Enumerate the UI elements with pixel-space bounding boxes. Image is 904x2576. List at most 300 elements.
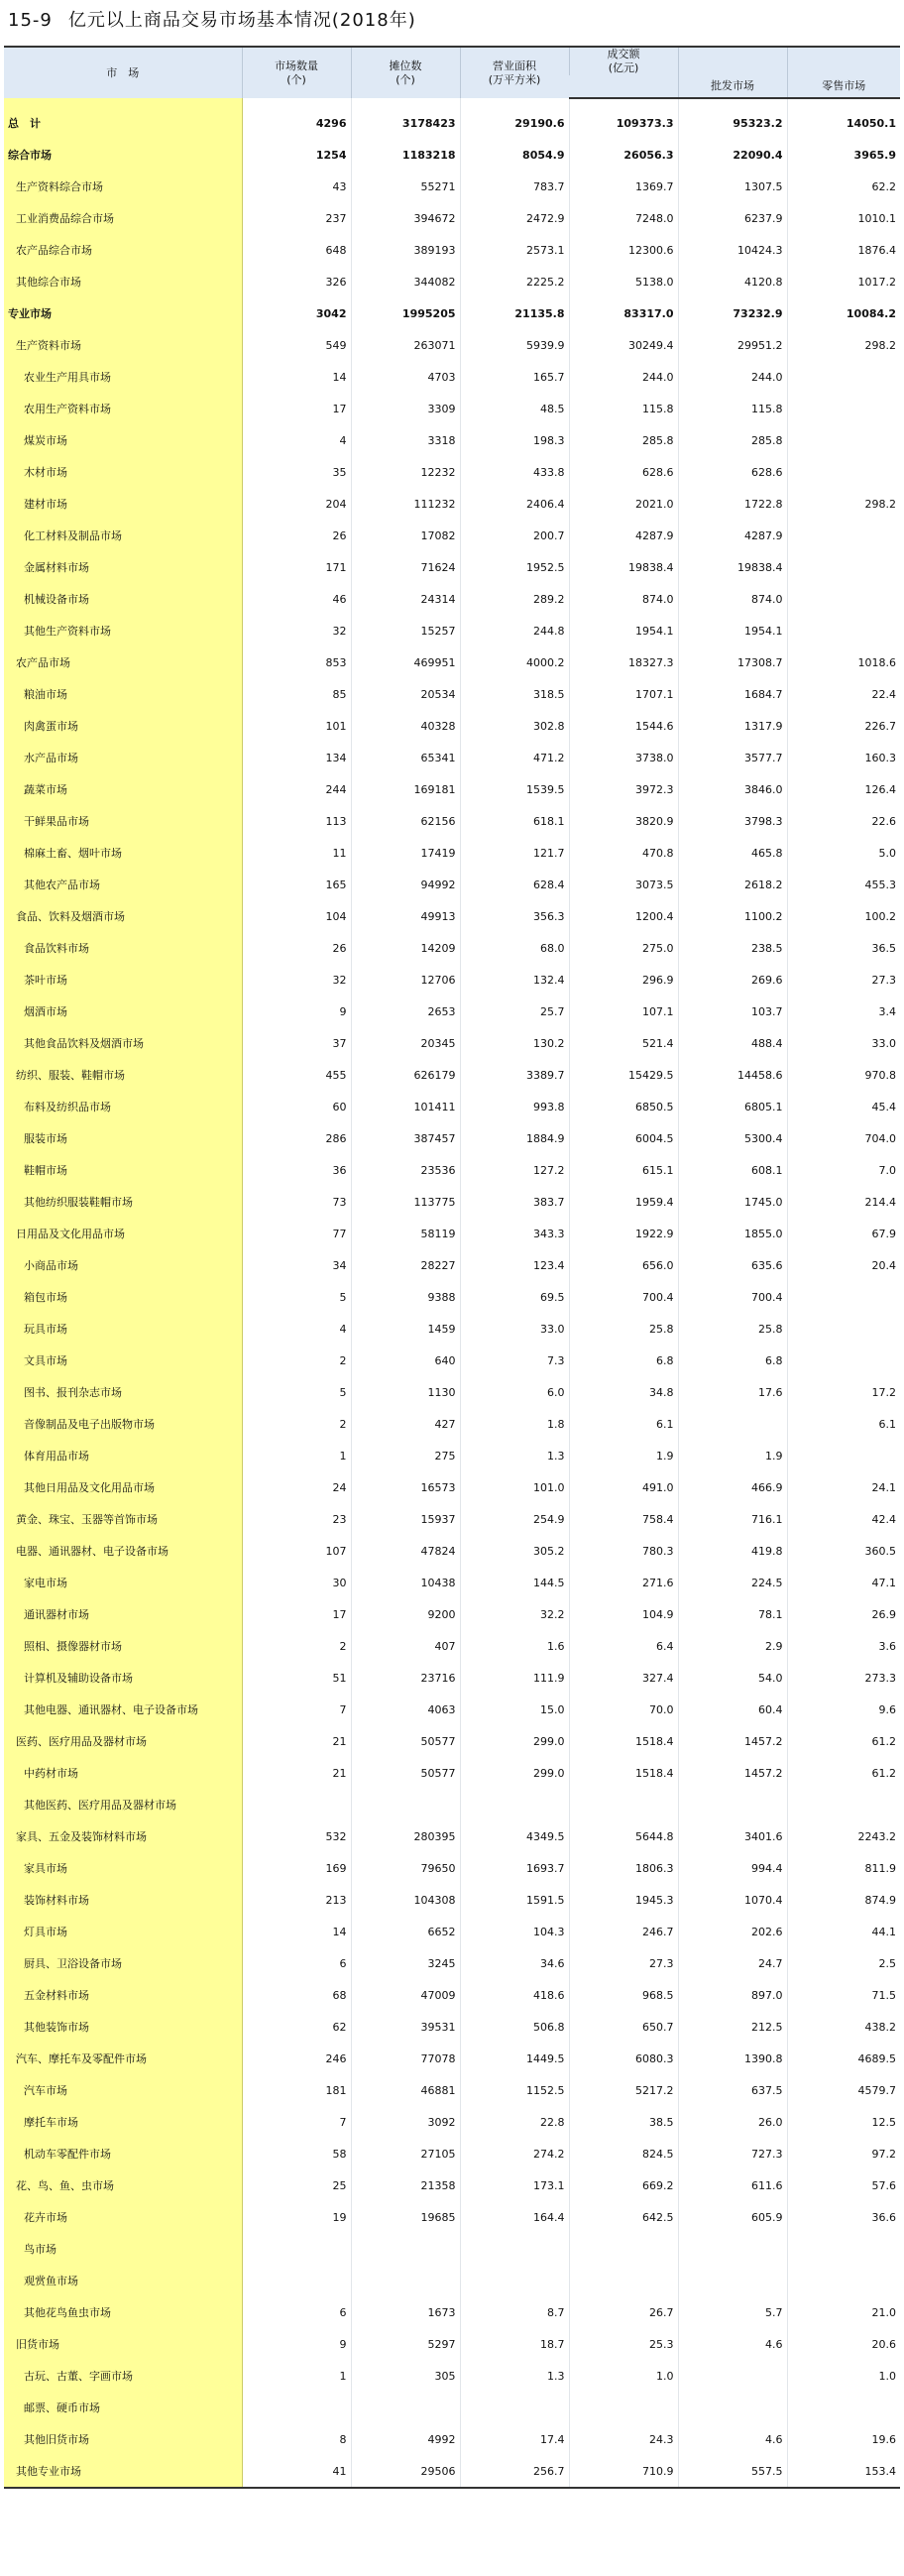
market-name-cell: 煤炭市场 [4,424,242,456]
retail-cell: 26.9 [787,1598,900,1630]
stalls-cell: 50577 [351,1757,460,1789]
table-row [4,1408,900,1440]
retail-cell [787,520,900,551]
stalls-cell: 19685 [351,2201,460,2233]
table-row [4,2392,900,2423]
market-name-cell: 花卉市场 [4,2201,242,2233]
count-cell: 7 [242,2106,351,2138]
area-cell: 29190.6 [460,107,569,139]
turnover-cell: 1518.4 [569,1725,678,1757]
spacer-row [4,98,900,107]
turnover-cell: 83317.0 [569,297,678,329]
table-row [4,805,900,837]
count-cell: 6 [242,2296,351,2328]
market-name-cell: 化工材料及制品市场 [4,520,242,551]
count-cell: 32 [242,964,351,995]
retail-cell: 67.9 [787,1218,900,1249]
count-cell: 73 [242,1186,351,1218]
turnover-cell: 5138.0 [569,266,678,297]
retail-cell: 214.4 [787,1186,900,1218]
retail-cell: 1017.2 [787,266,900,297]
count-cell: 19 [242,2201,351,2233]
wholesale-cell: 1390.8 [678,2043,787,2074]
stalls-cell: 263071 [351,329,460,361]
market-statistics-table [4,46,900,2489]
retail-cell: 298.2 [787,488,900,520]
area-cell: 1.3 [460,1440,569,1471]
count-cell: 134 [242,742,351,773]
area-cell: 164.4 [460,2201,569,2233]
wholesale-cell: 700.4 [678,1281,787,1313]
turnover-cell: 244.0 [569,361,678,393]
turnover-cell: 656.0 [569,1249,678,1281]
turnover-cell: 5644.8 [569,1820,678,1852]
area-cell: 1591.5 [460,1884,569,1916]
retail-cell [787,2233,900,2265]
turnover-cell: 824.5 [569,2138,678,2169]
market-name-cell: 医药、医疗用品及器材市场 [4,1725,242,1757]
market-name-cell: 装饰材料市场 [4,1884,242,1916]
wholesale-cell: 466.9 [678,1471,787,1503]
turnover-cell: 1.0 [569,2360,678,2392]
stalls-cell: 387457 [351,1122,460,1154]
area-cell: 256.7 [460,2455,569,2488]
turnover-cell: 7248.0 [569,202,678,234]
area-cell: 299.0 [460,1757,569,1789]
retail-cell [787,1440,900,1471]
stalls-cell: 58119 [351,1218,460,1249]
count-cell: 30 [242,1567,351,1598]
turnover-cell: 6004.5 [569,1122,678,1154]
retail-cell [787,2265,900,2296]
count-cell: 2 [242,1345,351,1376]
count-cell: 532 [242,1820,351,1852]
stalls-cell: 79650 [351,1852,460,1884]
area-cell: 1152.5 [460,2074,569,2106]
count-cell: 1254 [242,139,351,171]
count-cell: 62 [242,2011,351,2043]
retail-cell: 2.5 [787,1947,900,1979]
count-cell: 853 [242,646,351,678]
market-name-cell: 图书、报刊杂志市场 [4,1376,242,1408]
count-cell: 5 [242,1376,351,1408]
retail-cell: 273.3 [787,1662,900,1694]
table-row [4,1154,900,1186]
market-name-cell: 体育用品市场 [4,1440,242,1471]
area-cell: 101.0 [460,1471,569,1503]
wholesale-cell: 115.8 [678,393,787,424]
wholesale-cell [678,1789,787,1820]
area-cell: 289.2 [460,583,569,615]
market-name-cell: 照相、摄像器材市场 [4,1630,242,1662]
table-body [4,98,900,2488]
market-name-cell: 灯具市场 [4,1916,242,1947]
count-cell: 204 [242,488,351,520]
wholesale-cell: 6.8 [678,1345,787,1376]
stalls-cell: 24314 [351,583,460,615]
market-name-cell: 音像制品及电子出版物市场 [4,1408,242,1440]
count-cell: 85 [242,678,351,710]
turnover-cell: 19838.4 [569,551,678,583]
count-cell: 36 [242,1154,351,1186]
area-cell: 165.7 [460,361,569,393]
stalls-cell: 469951 [351,646,460,678]
market-name-cell: 生产资料综合市场 [4,171,242,202]
market-name-cell: 布料及纺织品市场 [4,1091,242,1122]
table-row [4,869,900,900]
stalls-cell: 3178423 [351,107,460,139]
area-cell: 130.2 [460,1027,569,1059]
wholesale-cell: 6237.9 [678,202,787,234]
stalls-cell: 23536 [351,1154,460,1186]
retail-cell: 298.2 [787,329,900,361]
stalls-cell: 5297 [351,2328,460,2360]
turnover-cell: 4287.9 [569,520,678,551]
count-cell: 113 [242,805,351,837]
turnover-cell: 968.5 [569,1979,678,2011]
count-cell: 104 [242,900,351,932]
spacer-cell [242,98,351,107]
stalls-cell: 40328 [351,710,460,742]
turnover-cell: 1954.1 [569,615,678,646]
wholesale-cell: 244.0 [678,361,787,393]
market-name-cell: 其他装饰市场 [4,2011,242,2043]
wholesale-cell: 22090.4 [678,139,787,171]
retail-cell: 24.1 [787,1471,900,1503]
area-cell: 22.8 [460,2106,569,2138]
market-name-cell: 鸟市场 [4,2233,242,2265]
count-cell: 25 [242,2169,351,2201]
turnover-cell [569,2392,678,2423]
turnover-cell: 758.4 [569,1503,678,1535]
count-cell [242,1789,351,1820]
retail-cell [787,361,900,393]
stalls-cell: 77078 [351,2043,460,2074]
area-cell: 418.6 [460,1979,569,2011]
area-cell: 274.2 [460,2138,569,2169]
count-cell: 7 [242,1694,351,1725]
market-name-cell: 农用生产资料市场 [4,393,242,424]
stalls-cell: 23716 [351,1662,460,1694]
area-cell: 305.2 [460,1535,569,1567]
area-cell: 1539.5 [460,773,569,805]
turnover-cell: 470.8 [569,837,678,869]
wholesale-cell: 5300.4 [678,1122,787,1154]
count-cell: 17 [242,393,351,424]
stalls-cell: 94992 [351,869,460,900]
market-name-cell: 综合市场 [4,139,242,171]
turnover-cell: 18327.3 [569,646,678,678]
turnover-cell: 109373.3 [569,107,678,139]
wholesale-cell: 1855.0 [678,1218,787,1249]
wholesale-cell: 60.4 [678,1694,787,1725]
table-row [4,2138,900,2169]
table-row [4,297,900,329]
table-row [4,551,900,583]
wholesale-cell: 19838.4 [678,551,787,583]
turnover-cell: 642.5 [569,2201,678,2233]
market-name-cell: 汽车、摩托车及零配件市场 [4,2043,242,2074]
count-cell: 23 [242,1503,351,1535]
wholesale-cell: 716.1 [678,1503,787,1535]
wholesale-cell: 24.7 [678,1947,787,1979]
turnover-cell: 3738.0 [569,742,678,773]
stalls-cell: 111232 [351,488,460,520]
wholesale-cell: 3798.3 [678,805,787,837]
wholesale-cell: 608.1 [678,1154,787,1186]
wholesale-cell: 14458.6 [678,1059,787,1091]
area-cell: 618.1 [460,805,569,837]
area-cell: 4000.2 [460,646,569,678]
turnover-cell: 2021.0 [569,488,678,520]
retail-cell: 61.2 [787,1725,900,1757]
retail-cell: 874.9 [787,1884,900,1916]
wholesale-cell: 874.0 [678,583,787,615]
table-row [4,1186,900,1218]
turnover-cell: 38.5 [569,2106,678,2138]
count-cell: 5 [242,1281,351,1313]
wholesale-cell [678,2233,787,2265]
table-row [4,2265,900,2296]
wholesale-cell: 285.8 [678,424,787,456]
turnover-cell: 1922.9 [569,1218,678,1249]
table-row [4,710,900,742]
turnover-cell: 34.8 [569,1376,678,1408]
market-name-cell: 小商品市场 [4,1249,242,1281]
spacer-cell [460,98,569,107]
header-area-unit: (万平方米) [488,72,541,86]
market-name-cell: 蔬菜市场 [4,773,242,805]
market-name-cell: 其他日用品及文化用品市场 [4,1471,242,1503]
area-cell: 25.7 [460,995,569,1027]
market-name-cell: 总 计 [4,107,242,139]
spacer-cell [569,98,678,107]
table-row [4,2043,900,2074]
header-area [460,47,569,98]
market-name-cell: 茶叶市场 [4,964,242,995]
count-cell [242,2233,351,2265]
wholesale-cell: 1954.1 [678,615,787,646]
header-wholesale: 批发市场 [678,75,787,98]
market-name-cell: 日用品及文化用品市场 [4,1218,242,1249]
turnover-cell: 6.8 [569,1345,678,1376]
wholesale-cell: 897.0 [678,1979,787,2011]
retail-cell: 20.4 [787,1249,900,1281]
area-cell: 2472.9 [460,202,569,234]
table-row [4,234,900,266]
turnover-cell: 700.4 [569,1281,678,1313]
area-cell: 32.2 [460,1598,569,1630]
retail-cell [787,551,900,583]
turnover-cell: 27.3 [569,1947,678,1979]
count-cell: 648 [242,234,351,266]
table-row [4,1376,900,1408]
table-row [4,1535,900,1567]
wholesale-cell: 224.5 [678,1567,787,1598]
stalls-cell: 20345 [351,1027,460,1059]
stalls-cell: 47824 [351,1535,460,1567]
area-cell: 8.7 [460,2296,569,2328]
turnover-cell: 1.9 [569,1440,678,1471]
table-row [4,456,900,488]
count-cell: 14 [242,1916,351,1947]
market-name-cell: 箱包市场 [4,1281,242,1313]
turnover-cell: 275.0 [569,932,678,964]
wholesale-cell: 73232.9 [678,297,787,329]
header-turnover-unit: (亿元) [608,61,639,74]
market-name-cell: 其他专业市场 [4,2455,242,2488]
wholesale-cell: 605.9 [678,2201,787,2233]
area-cell: 34.6 [460,1947,569,1979]
retail-cell: 3.6 [787,1630,900,1662]
wholesale-cell: 1307.5 [678,171,787,202]
retail-cell [787,583,900,615]
turnover-cell: 521.4 [569,1027,678,1059]
retail-cell: 438.2 [787,2011,900,2043]
stalls-cell: 275 [351,1440,460,1471]
area-cell: 127.2 [460,1154,569,1186]
stalls-cell: 344082 [351,266,460,297]
stalls-cell: 20534 [351,678,460,710]
stalls-cell: 3309 [351,393,460,424]
retail-cell [787,1313,900,1345]
retail-cell [787,1281,900,1313]
retail-cell: 1010.1 [787,202,900,234]
market-name-cell: 邮票、硬币市场 [4,2392,242,2423]
table-row [4,2455,900,2488]
count-cell: 4 [242,424,351,456]
header-stalls-unit: (个) [396,72,415,86]
stalls-cell [351,2392,460,2423]
area-cell: 783.7 [460,171,569,202]
turnover-cell: 115.8 [569,393,678,424]
retail-cell: 7.0 [787,1154,900,1186]
retail-cell: 226.7 [787,710,900,742]
area-cell: 68.0 [460,932,569,964]
wholesale-cell: 1457.2 [678,1757,787,1789]
market-name-cell: 木材市场 [4,456,242,488]
market-name-cell: 农产品综合市场 [4,234,242,266]
count-cell: 26 [242,520,351,551]
area-cell: 7.3 [460,1345,569,1376]
retail-cell: 455.3 [787,869,900,900]
header-market: 市 场 [4,47,242,98]
turnover-cell: 874.0 [569,583,678,615]
table-row [4,1884,900,1916]
area-cell: 506.8 [460,2011,569,2043]
retail-cell: 153.4 [787,2455,900,2488]
turnover-cell: 1945.3 [569,1884,678,1916]
count-cell [242,2392,351,2423]
area-cell: 254.9 [460,1503,569,1535]
stalls-cell [351,2265,460,2296]
wholesale-cell: 1745.0 [678,1186,787,1218]
table-row [4,995,900,1027]
area-cell: 993.8 [460,1091,569,1122]
retail-cell: 61.2 [787,1757,900,1789]
market-name-cell: 通讯器材市场 [4,1598,242,1630]
wholesale-cell: 1317.9 [678,710,787,742]
stalls-cell: 12232 [351,456,460,488]
stalls-cell: 47009 [351,1979,460,2011]
wholesale-cell: 1.9 [678,1440,787,1471]
wholesale-cell: 78.1 [678,1598,787,1630]
table-row [4,2201,900,2233]
table-row [4,1662,900,1694]
market-name-cell: 其他花鸟鱼虫市场 [4,2296,242,2328]
retail-cell: 100.2 [787,900,900,932]
table-row [4,2011,900,2043]
wholesale-cell: 202.6 [678,1916,787,1947]
retail-cell [787,424,900,456]
area-cell: 200.7 [460,520,569,551]
stalls-cell: 28227 [351,1249,460,1281]
market-name-cell: 古玩、古董、字画市场 [4,2360,242,2392]
market-name-cell: 农产品市场 [4,646,242,678]
market-name-cell: 专业市场 [4,297,242,329]
area-cell: 433.8 [460,456,569,488]
table-row [4,488,900,520]
turnover-cell: 615.1 [569,1154,678,1186]
wholesale-cell: 637.5 [678,2074,787,2106]
table-row [4,139,900,171]
market-name-cell: 观赏鱼市场 [4,2265,242,2296]
count-cell: 9 [242,995,351,1027]
wholesale-cell: 5.7 [678,2296,787,2328]
header-turnover-spacer [678,47,787,75]
count-cell: 58 [242,2138,351,2169]
area-cell: 121.7 [460,837,569,869]
wholesale-cell: 994.4 [678,1852,787,1884]
stalls-cell: 55271 [351,171,460,202]
stalls-cell: 305 [351,2360,460,2392]
turnover-cell: 710.9 [569,2455,678,2488]
turnover-cell: 669.2 [569,2169,678,2201]
area-cell: 343.3 [460,1218,569,1249]
market-name-cell: 玩具市场 [4,1313,242,1345]
retail-cell: 36.6 [787,2201,900,2233]
stalls-cell: 16573 [351,1471,460,1503]
area-cell: 1693.7 [460,1852,569,1884]
market-name-cell: 生产资料市场 [4,329,242,361]
stalls-cell: 1995205 [351,297,460,329]
turnover-cell: 491.0 [569,1471,678,1503]
turnover-cell: 70.0 [569,1694,678,1725]
turnover-cell: 30249.4 [569,329,678,361]
market-name-cell: 汽车市场 [4,2074,242,2106]
turnover-cell: 3073.5 [569,869,678,900]
turnover-cell: 5217.2 [569,2074,678,2106]
wholesale-cell: 488.4 [678,1027,787,1059]
table-row [4,1947,900,1979]
retail-cell: 3965.9 [787,139,900,171]
count-cell: 3042 [242,297,351,329]
table-row [4,329,900,361]
retail-cell: 62.2 [787,171,900,202]
count-cell: 46 [242,583,351,615]
retail-cell: 42.4 [787,1503,900,1535]
count-cell: 14 [242,361,351,393]
table-header [4,47,900,98]
header-count-label: 市场数量 [275,59,318,72]
market-name-cell: 厨具、卫浴设备市场 [4,1947,242,1979]
header-count [242,47,351,98]
area-cell: 356.3 [460,900,569,932]
area-cell: 48.5 [460,393,569,424]
retail-cell: 360.5 [787,1535,900,1567]
stalls-cell: 1459 [351,1313,460,1345]
stalls-cell: 9200 [351,1598,460,1630]
